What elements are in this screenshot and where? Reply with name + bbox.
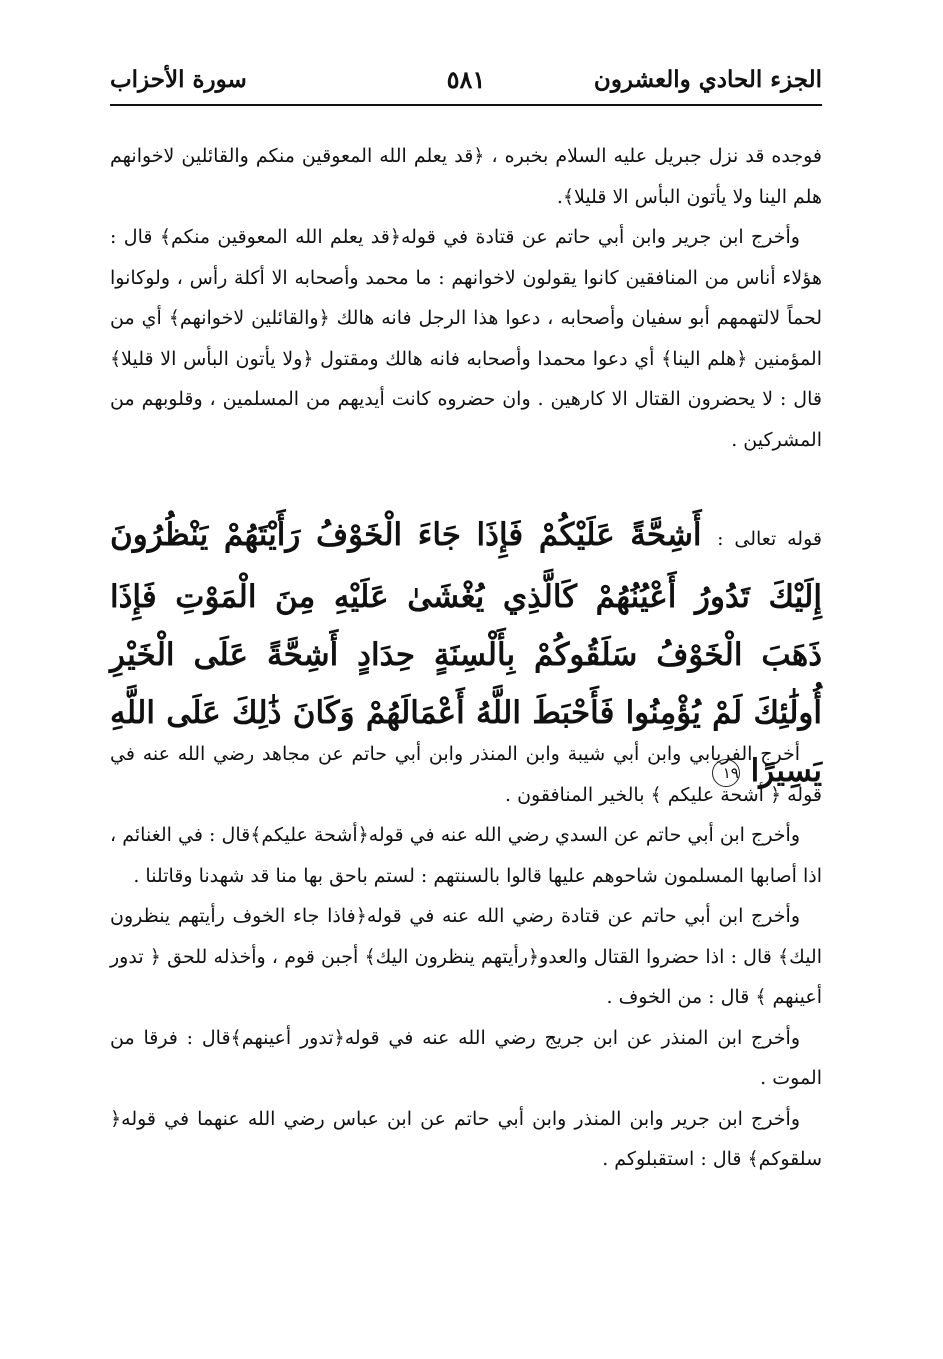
commentary-block-1 xyxy=(110,136,822,460)
verse-text: أَشِحَّةً عَلَيْكُمْ فَإِذَا جَاءَ الْخَوْفُ رَأَيْتَهُمْ يَنْظُرُونَ إِلَيْكَ تَدُورُ أَعْيُنُهُمْ كَالَّذِي يُغْشَىٰ عَلَيْهِ مِنَ الْمَوْتِ فَإِذَا ذَهَبَ الْخَوْفُ سَلَقُوكُمْ بِأَلْسِنَةٍ حِدَادٍ أَشِحَّةً عَلَى الْخَيْرِ أُولَٰئِكَ لَمْ يُؤْمِنُوا فَأَحْبَطَ اللَّهُ أَعْمَالَهُمْ وَكَانَ ذَٰلِكَ عَلَى اللَّهِ يَسِيرًا xyxy=(110,517,822,789)
running-header xyxy=(110,56,822,102)
header-rule xyxy=(110,104,822,106)
paragraph: أخرج الفريابي وابن أبي شيبة وابن المنذر وابن أبي حاتم عن مجاهد رضي الله عنه في قوله ﴿ أشحة عليكم ﴾ بالخير المنافقون . xyxy=(110,743,822,806)
header-surah-title: سورة الأحزاب xyxy=(110,65,247,93)
paragraph: فوجده قد نزل جبريل عليه السلام بخبره ، ﴿قد يعلم الله المعوقين منكم والقائلين لاخوانهم هلم الينا ولا يأتون البأس الا قليلا﴾. xyxy=(110,145,822,208)
page-number: ٥٨١ xyxy=(446,64,486,94)
paragraph: وأخرج ابن المنذر عن ابن جريج رضي الله عنه في قوله﴿تدور أعينهم﴾قال : فرقا من الموت . xyxy=(110,1026,822,1089)
header-part-title: الجزء الحادي والعشرون xyxy=(593,65,822,93)
verse-intro: قوله تعالى : xyxy=(717,528,822,550)
paragraph: وأخرج ابن جرير وابن أبي حاتم عن قتادة في قوله﴿قد يعلم الله المعوقين منكم﴾ قال : هؤلاء أناس من المنافقين كانوا يقولون لاخوانهم : ما محمد وأصحابه الا أكلة رأس ، ولوكانوا لحماً لالتهمهم أبو سفيان وأصحابه ، دعوا هذا الرجل فانه هالك ﴿والقائلين لاخوانهم﴾ أي من المؤمنين ﴿هلم الينا﴾ أي دعوا محمدا وأصحابه فانه هالك ومقتول ﴿ولا يأتون البأس الا قليلا﴾ قال : لا يحضرون القتال الا كارهين . وان حضروه كانت أيديهم من المسلمين ، وقلوبهم من المشركين . xyxy=(110,226,822,451)
verse-number-marker: ١٩ xyxy=(712,759,740,787)
paragraph: وأخرج ابن جرير وابن المنذر وابن أبي حاتم عن ابن عباس رضي الله عنهما في قوله﴿ سلقوكم﴾ قال : استقبلوكم . xyxy=(110,1107,822,1170)
paragraph: وأخرج ابن أبي حاتم عن قتادة رضي الله عنه في قوله﴿فاذا جاء الخوف رأيتهم ينظرون اليك﴾ قال : اذا حضروا القتال والعدو﴿رأيتهم ينظرون اليك﴾ أجبن قوم ، وأخذله للحق ﴿ تدور أعينهم ﴾ قال : من الخوف . xyxy=(110,905,822,1008)
commentary-block-2 xyxy=(110,734,822,1180)
paragraph: وأخرج ابن أبي حاتم عن السدي رضي الله عنه في قوله﴿أشحة عليكم﴾قال : في الغنائم ، اذا أصابها المسلمون شاحوهم عليها قالوا بالسنتهم : لستم باحق بها منا قد شهدنا وقاتلنا . xyxy=(110,824,822,887)
